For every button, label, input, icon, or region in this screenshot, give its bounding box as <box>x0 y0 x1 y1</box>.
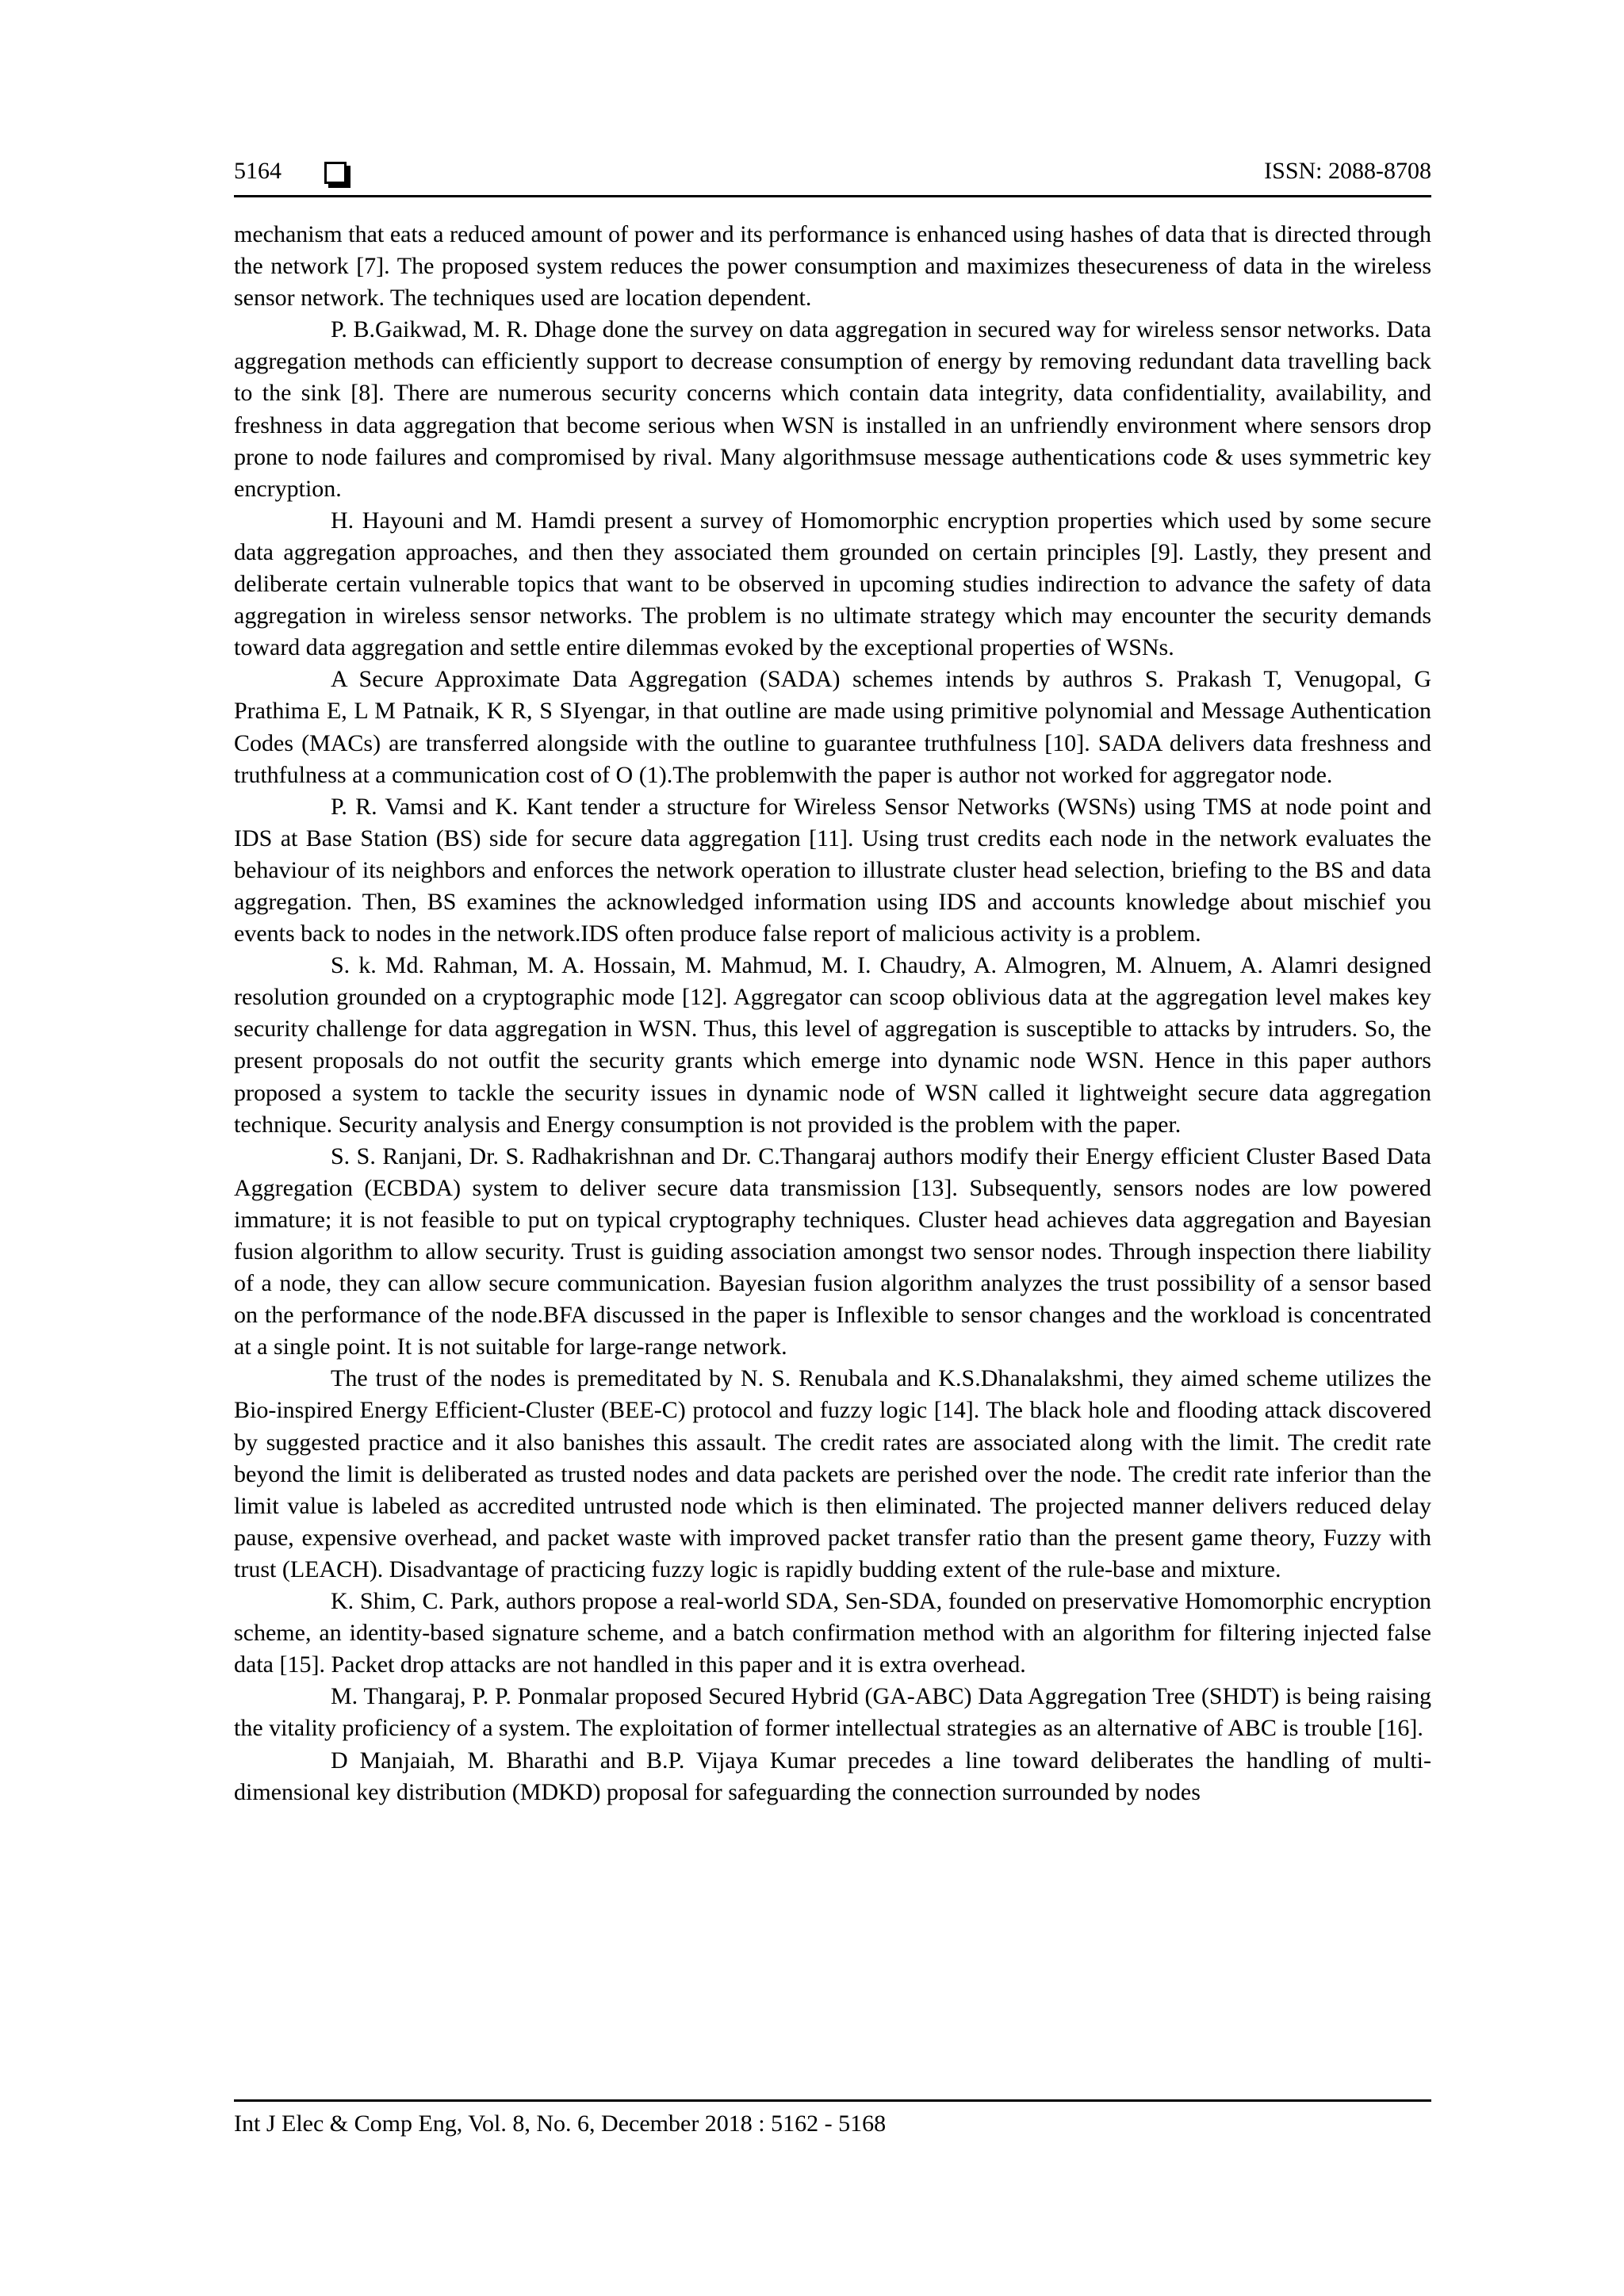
paragraph-manjaiah: D Manjaiah, M. Bharathi and B.P. Vijaya Kumar precedes a line toward deliberates the handling of multi-dimensional key distribution (MDKD) proposal for safeguarding the connection surrounded by nodes <box>234 1747 1431 1805</box>
page-number: 5164 <box>234 158 282 184</box>
square-bullet-icon <box>324 162 347 184</box>
paragraph-sada: A Secure Approximate Data Aggregation (SADA) schemes intends by authros S. Prakash T, Venugopal, G Prathima E, L M Patnaik, K R, S SIyengar, in that outline are made using primitive polynomial and Message Authentication Codes (MACs) are transferred alongside with the outline to guarantee truthfulness [10]. SADA delivers data freshness and truthfulness at a communication cost of O (1).The problemwith the paper is author not worked for aggregator node. <box>234 666 1431 788</box>
paragraph-continued: mechanism that eats a reduced amount of power and its performance is enhanced using hashes of data that is directed through the network [7]. The proposed system reduces the power consumption and maximizes thesecureness of data in the wireless sensor network. The techniques used are location dependent. <box>234 221 1431 312</box>
issn-label: ISSN: 2088-8708 <box>1264 158 1431 184</box>
paragraph-thangaraj: M. Thangaraj, P. P. Ponmalar proposed Secured Hybrid (GA-ABC) Data Aggregation Tree (SHDT) is being raising the vitality proficiency of a system. The exploitation of former intellectual strategies as an alternative of ABC is trouble [16]. <box>234 1683 1431 1742</box>
paragraph-hayouni: H. Hayouni and M. Hamdi present a survey of Homomorphic encryption properties which used by some secure data aggregation approaches, and then they associated them grounded on certain principles [9]. Lastly, they present and deliberate certain vulnerable topics that want to be observed in upcoming studies indirection to advance the safety of data aggregation in wireless sensor networks. The problem is no ultimate strategy which may encounter the security demands toward data aggregation and settle entire dilemmas evoked by the exceptional properties of WSNs. <box>234 507 1431 661</box>
paragraph-vamsi: P. R. Vamsi and K. Kant tender a structure for Wireless Sensor Networks (WSNs) using TMS at node point and IDS at Base Station (BS) side for secure data aggregation [11]. Using trust credits each node in the network evaluates the behaviour of its neighbors and enforces the network operation to illustrate cluster head selection, briefing to the BS and data aggregation. Then, BS examines the acknowledged information using IDS and accounts knowledge about mischief you events back to nodes in the network.IDS often produce false report of malicious activity is a problem. <box>234 793 1431 947</box>
page-header <box>234 155 1431 197</box>
journal-citation: Int J Elec & Comp Eng, Vol. 8, No. 6, December 2018 : 5162 - 5168 <box>234 2110 887 2137</box>
paragraph-ranjani: S. S. Ranjani, Dr. S. Radhakrishnan and Dr. C.Thangaraj authors modify their Energy efficient Cluster Based Data Aggregation (ECBDA) system to deliver secure data transmission [13]. Subsequently, sensors nodes are low powered immature; it is not feasible to put on typical cryptography techniques. Cluster head achieves data aggregation and Bayesian fusion algorithm to allow security. Trust is guiding association amongst two sensor nodes. Through inspection there liability of a node, they can allow secure communication. Bayesian fusion algorithm analyzes the trust possibility of a sensor based on the performance of the node.BFA discussed in the paper is Inflexible to sensor changes and the workload is concentrated at a single point. It is not suitable for large-range network. <box>234 1142 1431 1360</box>
body-text <box>234 219 1431 1808</box>
paragraph-gaikwad: P. B.Gaikwad, M. R. Dhage done the survey on data aggregation in secured way for wireless sensor networks. Data aggregation methods can efficiently support to decrease consumption of energy by removing redundant data travelling back to the sink [8]. There are numerous security concerns which contain data integrity, data confidentiality, availability, and freshness in data aggregation that become serious when WSN is installed in an unfriendly environment where sensors drop prone to node failures and compromised by rival. Many algorithmsuse message authentications code & uses symmetric key encryption. <box>234 316 1431 502</box>
paragraph-shim: K. Shim, C. Park, authors propose a real-world SDA, Sen-SDA, founded on preservative Homomorphic encryption scheme, an identity-based signature scheme, and a batch confirmation method with an algorithm for filtering injected false data [15]. Packet drop attacks are not handled in this paper and it is extra overhead. <box>234 1588 1431 1678</box>
paragraph-rahman: S. k. Md. Rahman, M. A. Hossain, M. Mahmud, M. I. Chaudry, A. Almogren, M. Alnuem, A. Alamri designed resolution grounded on a cryptographic mode [12]. Aggregator can scoop oblivious data at the aggregation level makes key security challenge for data aggregation in WSN. Thus, this level of aggregation is susceptible to attacks by intruders. So, the present proposals do not outfit the security grants which emerge into dynamic node WSN. Hence in this paper authors proposed a system to tackle the security issues in dynamic node of WSN called it lightweight secure data aggregation technique. Security analysis and Energy consumption is not provided is the problem with the paper. <box>234 952 1431 1138</box>
paragraph-renubala: The trust of the nodes is premeditated by N. S. Renubala and K.S.Dhanalakshmi, they aimed scheme utilizes the Bio-inspired Energy Efficient-Cluster (BEE-C) protocol and fuzzy logic [14]. The black hole and flooding attack discovered by suggested practice and it also banishes this assault. The credit rates are associated along with the limit. The credit rate beyond the limit is deliberated as trusted nodes and data packets are perished over the node. The credit rate inferior than the limit value is labeled as accredited untrusted node which is then eliminated. The projected manner delivers reduced delay pause, expensive overhead, and packet waste with improved packet transfer ratio than the present game theory, Fuzzy with trust (LEACH). Disadvantage of practicing fuzzy logic is rapidly budding extent of the rule-base and mixture. <box>234 1365 1431 1582</box>
page-footer <box>234 2099 1431 2138</box>
